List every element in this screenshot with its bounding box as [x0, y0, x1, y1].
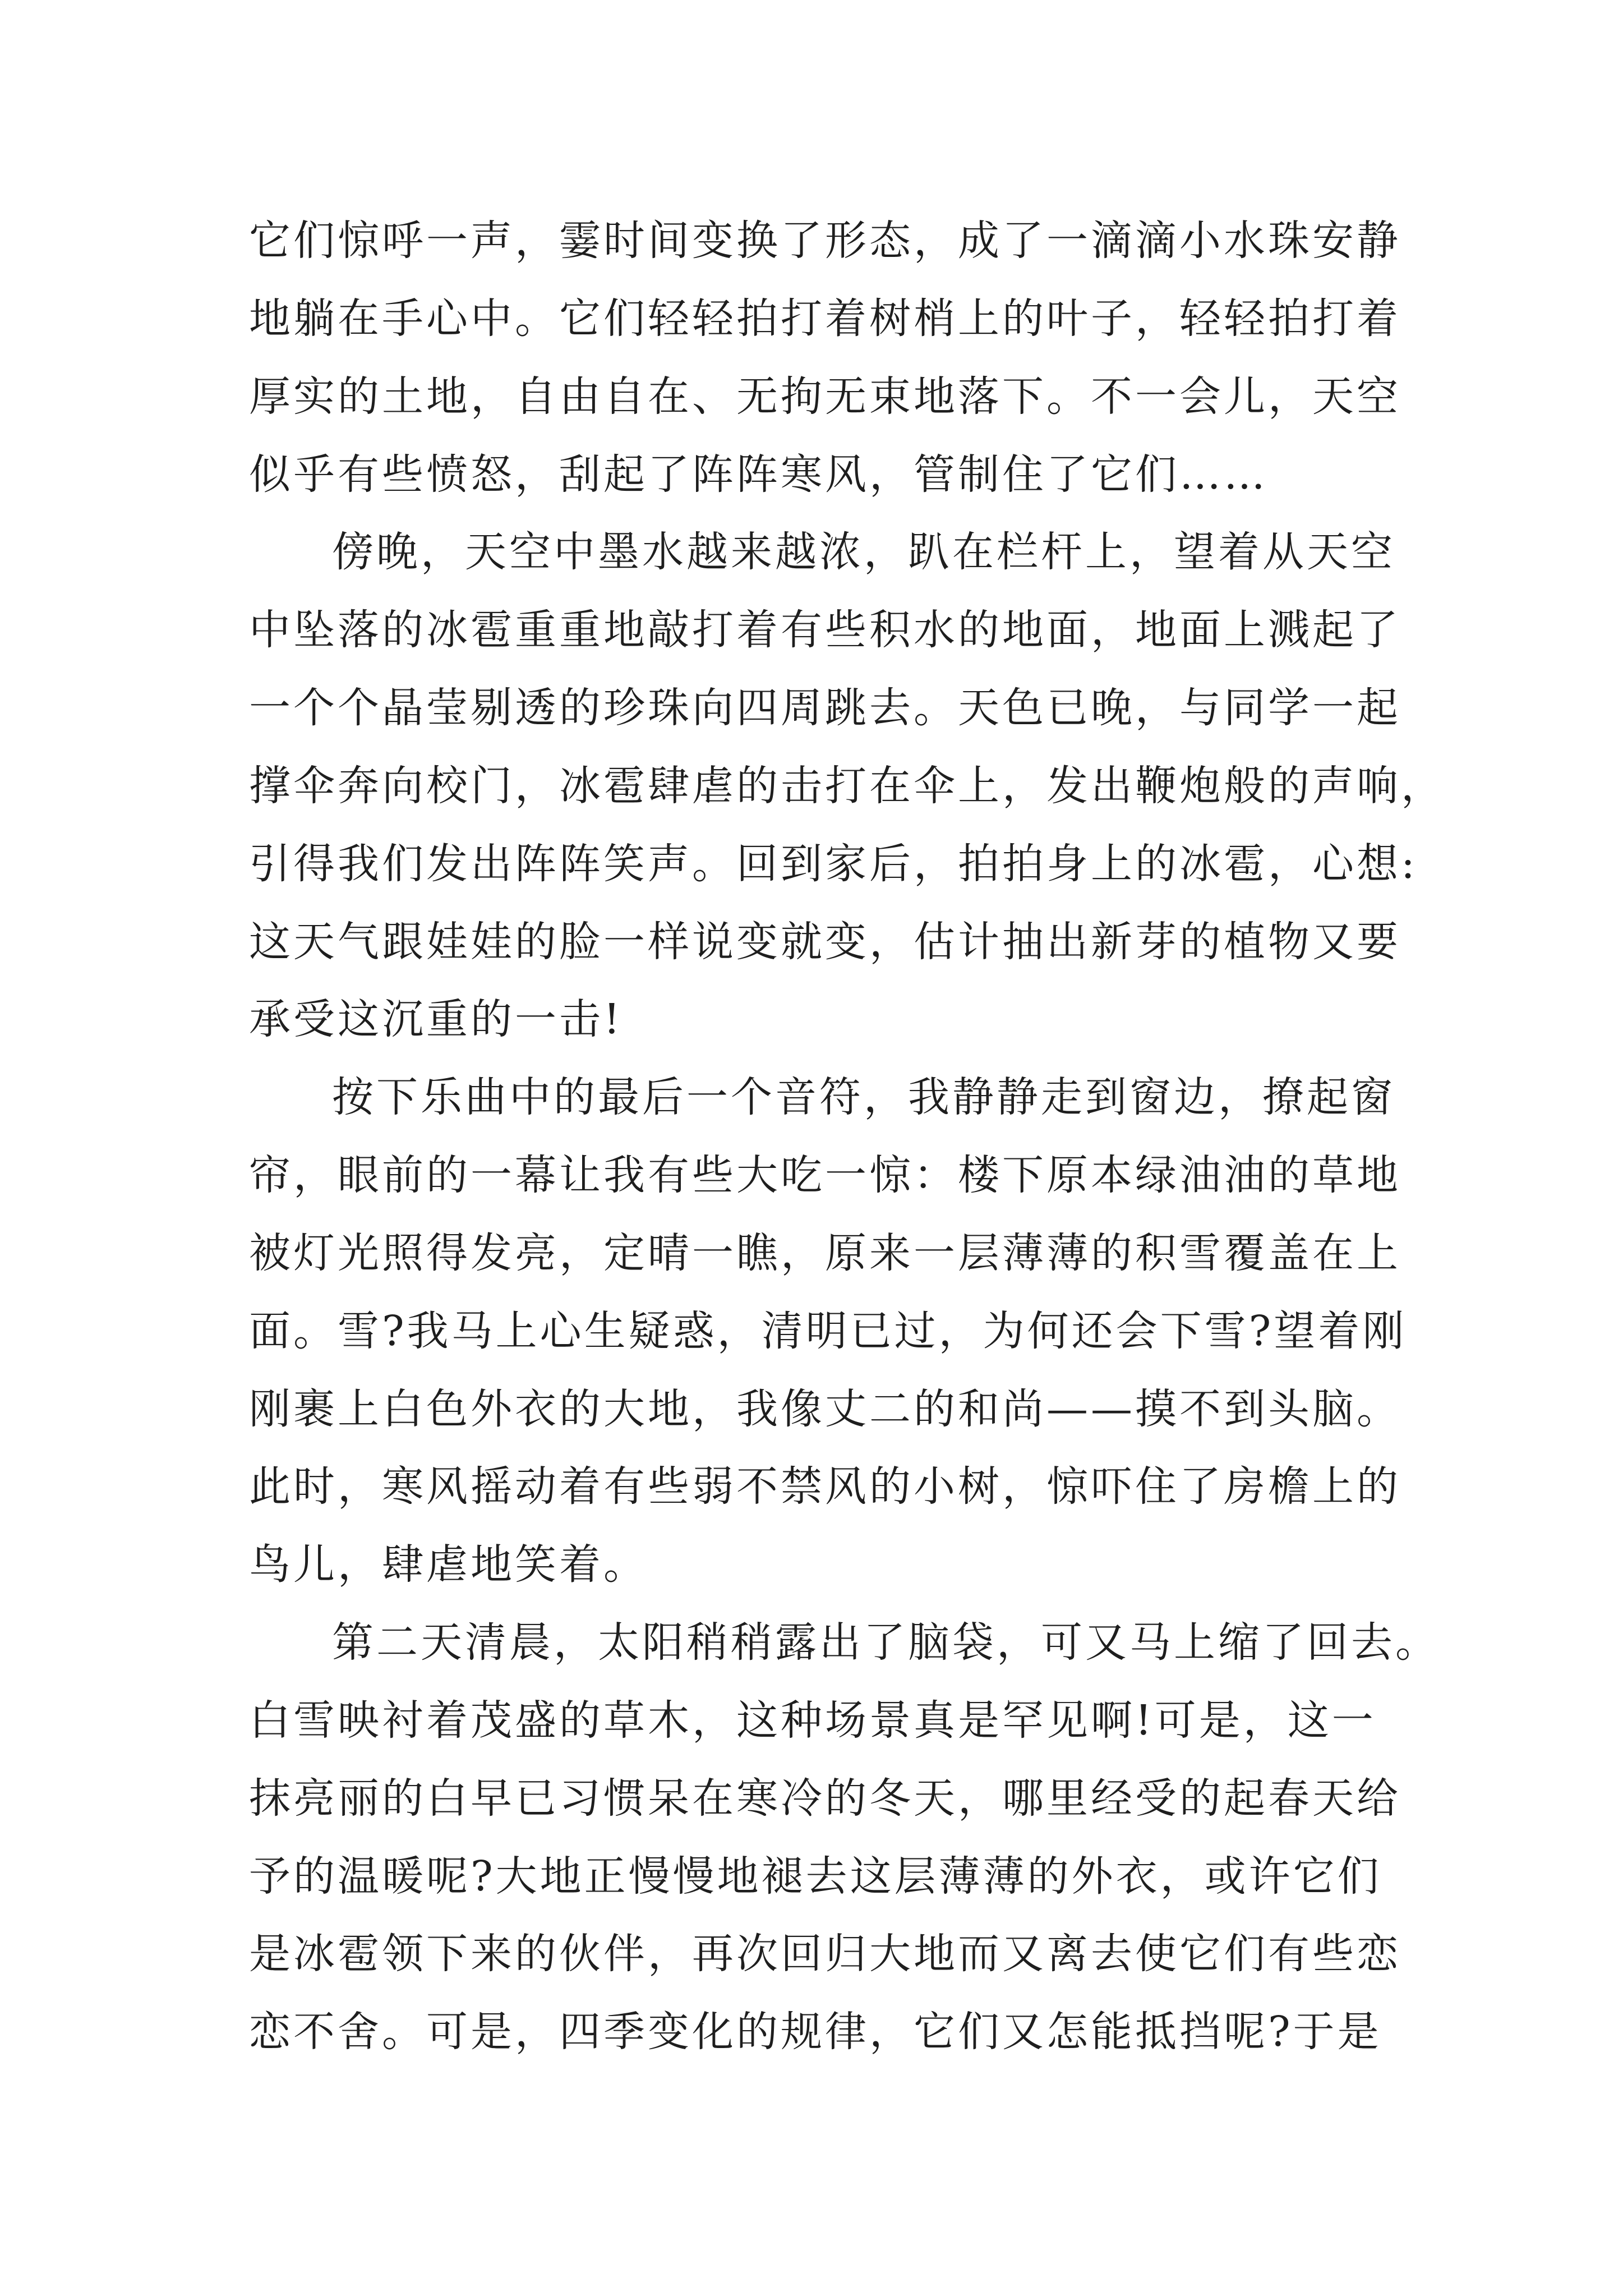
- text-line: 予的温暖呢?大地正慢慢地褪去这层薄薄的外衣，或许它们: [249, 1852, 1382, 1901]
- text-line: 厚实的土地，自由自在、无拘无束地落下。不一会儿，天空: [249, 372, 1401, 421]
- text-line: 撑伞奔向校门，冰雹肆虐的击打在伞上，发出鞭炮般的声响，: [249, 762, 1445, 810]
- text-line: 白雪映衬着茂盛的草木，这种场景真是罕见啊!可是，这一: [249, 1696, 1376, 1745]
- text-line: 中坠落的冰雹重重地敲打着有些积水的地面，地面上溅起了: [249, 606, 1401, 654]
- paragraph-start-line: 按下乐曲中的最后一个音符，我静静走到窗边，撩起窗: [332, 1073, 1395, 1121]
- text-line: 引得我们发出阵阵笑声。回到家后，拍拍身上的冰雹，心想:: [249, 840, 1418, 888]
- text-line: 刚裹上白色外衣的大地，我像丈二的和尚——摸不到头脑。: [249, 1385, 1401, 1433]
- text-line: 一个个晶莹剔透的珍珠向四周跳去。天色已晚，与同学一起: [249, 684, 1401, 732]
- text-line: 这天气跟娃娃的脸一样说变就变，估计抽出新芽的植物又要: [249, 918, 1401, 966]
- text-line: 承受这沉重的一击!: [249, 995, 623, 1043]
- text-line: 鸟儿，肆虐地笑着。: [249, 1540, 648, 1589]
- text-line: 帘，眼前的一幕让我有些大吃一惊：楼下原本绿油油的草地: [249, 1151, 1401, 1199]
- text-line: 此时，寒风摇动着有些弱不禁风的小树，惊吓住了房檐上的: [249, 1462, 1401, 1511]
- text-line: 面。雪?我马上心生疑惑，清明已过，为何还会下雪?望着刚: [249, 1307, 1407, 1355]
- text-line: 似乎有些愤怒，刮起了阵阵寒风，管制住了它们……: [249, 450, 1268, 499]
- text-line: 抹亮丽的白早已习惯呆在寒冷的冬天，哪里经受的起春天给: [249, 1774, 1401, 1823]
- paragraph-start-line: 第二天清晨，太阳稍稍露出了脑袋，可又马上缩了回去。: [332, 1618, 1440, 1667]
- text-line: 是冰雹领下来的伙伴，再次回归大地而又离去使它们有些恋: [249, 1930, 1401, 1978]
- paragraph-start-line: 傍晚，天空中墨水越来越浓，趴在栏杆上，望着从天空: [332, 528, 1395, 576]
- text-line: 它们惊呼一声，霎时间变换了形态，成了一滴滴小水珠安静: [249, 217, 1401, 265]
- text-line: 地躺在手心中。它们轻轻拍打着树梢上的叶子，轻轻拍打着: [249, 295, 1401, 343]
- text-line: 被灯光照得发亮，定晴一瞧，原来一层薄薄的积雪覆盖在上: [249, 1229, 1401, 1277]
- text-line: 恋不舍。可是，四季变化的规律，它们又怎能抵挡呢?于是: [249, 2008, 1382, 2056]
